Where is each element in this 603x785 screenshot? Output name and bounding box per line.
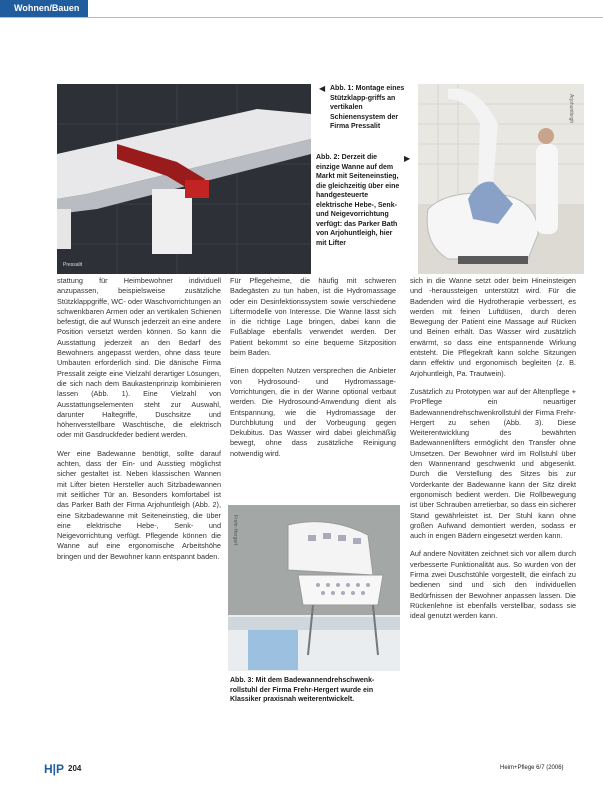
magazine-issue: Heim+Pflege 6/7 (2006) bbox=[500, 765, 564, 771]
paragraph: sich in die Wanne setzt oder beim Hineinsteigen und -heraussteigen unterstützt wird. Für die Badenden wird die Hydrotherapie verbessert, es werden mit feinen Luftdüsen, durch deren Bewegung der Patient eine Massage auf Rücken und Beinen erhält. Das Wasser wird zusätzlich erwärmt, so dass eine entspannende Wirkung entsteht. Die Pflegekraft kann solche Sitzungen dann effektiv und ergonomisch begleiten (z. B. Arjohuntleigh, Pa. Trautwein). bbox=[410, 276, 576, 378]
caption-abb3: Abb. 3: Mit dem Badewannendrehschwenk-rollstuhl der Firma Frehr-Hergert wurde ein Klassiker praxisnah weiterentwickelt. bbox=[230, 677, 375, 703]
grab-bar-illustration bbox=[57, 84, 311, 274]
paragraph: stattung für Heimbewohner individuell anzupassen, beispielsweise zusätzliche Stützklappgriffe, WC- oder Waschvorrichtungen an schwenkbaren Armen oder an vertikalen Schienen befestigt, die auf Wunsch jederzeit an eine andere Position versetzt werden können. So kann die Ausstattung jederzeit an den Bedarf des Bewohners angepasst werden, ohne dass teure Umbauten erforderlich sind. Die dänische Firma Pressalit zeigte eine Vielzahl derartiger Lösungen, die sich nach dem Baukastenprinzip kombinieren lassen (Abb. 1). Eine Vielzahl von Ausstattungselementen steht zur Auswahl, darunter Haltegriffe, Duschsitze und höhenverstellbare Waschtische, die elektrisch oder mit Gasdruckfeder bedient werden. bbox=[57, 276, 221, 440]
wheelchair-illustration bbox=[228, 505, 400, 671]
caption-abb2: Abb. 2: Derzeit die einzige Wanne auf dem Markt mit Seiteneinstieg, die gleichzeitig über eine handgesteuerte elektrische Hebe-, Senk- und Neigevorrichtung verfügt: das Parker Bath von Arjohuntleigh, hier mit Lifter bbox=[316, 154, 400, 247]
text-column-3 bbox=[410, 276, 576, 756]
photo-parker-bath bbox=[418, 84, 584, 274]
magazine-logo: H|P bbox=[44, 762, 65, 776]
header-rule bbox=[0, 17, 603, 18]
page-number: 204 bbox=[68, 764, 82, 773]
paragraph: Einen doppelten Nutzen versprechen die Anbieter von Hydrosound- und Hydromassage-Vorrichtungen, die in der Wanne optional verbaut werden. Die Hydrosound-Anwendung dient als Entspannung, wie die Hydromassage der Durchblutung und der Vorbeugung gegen Dekubitus. Das Wasser wird dabei gleichmäßig bewegt, ohne dass zusätzliche Reinigung notwendig wird. bbox=[230, 366, 396, 458]
text-column-1 bbox=[57, 276, 221, 756]
arrow-right-icon: ▶ bbox=[404, 154, 411, 163]
arrow-left-icon: ◀ bbox=[319, 84, 326, 93]
caption-abb1: Abb. 1: Montage eines Stützklapp-griffs an vertikalen Schienensystem der Firma Pressalit bbox=[330, 85, 405, 130]
photo-grab-bar-mounting bbox=[57, 84, 311, 274]
paragraph: Für Pflegeheime, die häufig mit schweren Badegästen zu tun haben, ist die Hydromassage oder ein Desinfektionssystem sowie verschiedene Liftermodelle von Interesse. Die Wanne lässt sich in die richtige Lage bringen, dabei kann die Fußablage ebenfalls verwendet werden. Der Patient bekommt so eine bequeme Sitzposition beim Baden. bbox=[230, 276, 396, 358]
photo-credit: Frehr-Hergert bbox=[232, 515, 238, 546]
photo-credit: Arjohuntleigh bbox=[568, 94, 574, 124]
bathtub-illustration bbox=[418, 84, 584, 274]
paragraph: Wer eine Badewanne benötigt, sollte darauf achten, dass der Ein- und Ausstieg möglichst sicher gestaltet ist. Neben klassischen Wannen mit Lifter bieten Hersteller auch Sitzbadewannen mit seitlicher Tür an. Besonders komfortabel ist das Parker Bath der Firma Arjohuntleigh (Abb. 2), eine Sitzbadewanne mit Seiteneinstieg, die über eine elektrische Hebe-, Senk- und Neigevorrichtung verfügt. Pflegende können die Wanne auf eine ergonomische Arbeitshöhe bringen und der Bewohner kann entspannt baden. bbox=[57, 448, 221, 561]
section-label: Wohnen/Bauen bbox=[0, 0, 88, 17]
text-column-2 bbox=[230, 276, 396, 502]
paragraph: Auf andere Novitäten zeichnet sich vor allem durch verbesserte Funktionalität aus. So wurden von der Firma zwei Duschstühle vorgestellt, die einfach zu bedienen sind und sich den individuellen Bedürfnissen der Bewohner anpassen lassen. Die Rückenlehne ist ebenfalls verstellbar, sodass sie ideal genutzt werden kann. bbox=[410, 549, 576, 621]
photo-credit: Pressalit bbox=[63, 262, 83, 268]
paragraph: Zusätzlich zu Prototypen war auf der Altenpflege + ProPflege ein neuartiger Badewannendrehschwenkrollstuhl der Firma Frehr-Hergert zu sehen (Abb. 3). Diese Weiterentwicklung des bewährten Badewannenlifters ermöglicht den Transfer ohne Umsetzen. Der Bewohner wird im Rollstuhl über den Wannenrand geschwenkt und abgesenkt. Durch die Verstellung des Sitzes bis zur Vorderkante der Badewanne kann der Sitz direkt ergonomisch bedient werden. Die Rollbewegung ist über Schrauben arretierbar, so dass ein sicherer Stand gewährleistet ist. Der Stuhl kann ohne großen Aufwand demontiert werden, sodass er auch in engen Bädern eingesetzt werden kann. bbox=[410, 386, 576, 541]
photo-bath-wheelchair bbox=[228, 505, 400, 671]
